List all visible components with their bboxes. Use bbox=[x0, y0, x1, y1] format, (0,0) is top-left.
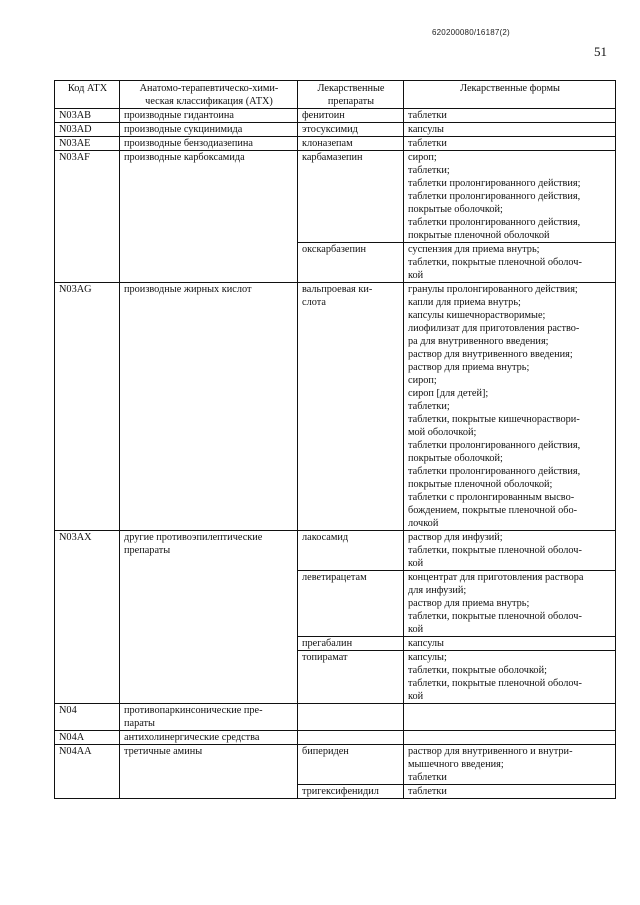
dosage-forms-cell bbox=[404, 531, 616, 571]
classification-text-line: другие противоэпилептические bbox=[124, 532, 263, 543]
dosage-form-line: сироп; bbox=[408, 375, 437, 386]
dosage-form-line: капсулы bbox=[408, 638, 444, 649]
dosage-form-line: концентрат для приготовления раствора bbox=[408, 572, 584, 583]
dosage-form-line: капсулы кишечнорастворимые; bbox=[408, 310, 546, 321]
dosage-form-line: раствор для приема внутрь; bbox=[408, 598, 530, 609]
drug-name-cell bbox=[298, 283, 404, 531]
dosage-form-line: кой bbox=[408, 691, 424, 702]
drug-name-line: топирамат bbox=[302, 652, 348, 663]
classification-text-line: производные гидантоина bbox=[124, 110, 234, 121]
drug-name-line: вальпроевая ки- bbox=[302, 284, 373, 295]
drug-name-cell bbox=[298, 651, 404, 704]
dosage-form-line: таблетки; bbox=[408, 165, 450, 176]
dosage-form-line: покрытые пленочной оболочкой bbox=[408, 230, 550, 241]
atc-drug-table bbox=[54, 80, 616, 799]
dosage-form-line: таблетки, покрытые пленочной оболоч- bbox=[408, 678, 582, 689]
drug-name-line: этосуксимид bbox=[302, 124, 358, 135]
drug-name-cell bbox=[298, 151, 404, 243]
dosage-form-line: покрытые оболочкой; bbox=[408, 204, 503, 215]
dosage-form-line: таблетки пролонгированного действия, bbox=[408, 440, 581, 451]
atc-classification-cell bbox=[120, 731, 298, 745]
atc-code-cell: N03AG bbox=[55, 283, 120, 531]
dosage-form-line: мышечного введения; bbox=[408, 759, 504, 770]
header-text-line: Лекарственные формы bbox=[460, 83, 560, 94]
dosage-form-line: кой bbox=[408, 270, 424, 281]
table-row bbox=[55, 109, 616, 123]
dosage-form-line: покрытые пленочной оболочкой; bbox=[408, 479, 553, 490]
dosage-form-line: таблетки пролонгированного действия, bbox=[408, 466, 581, 477]
table-row bbox=[55, 123, 616, 137]
dosage-forms-cell bbox=[404, 731, 616, 745]
dosage-forms-cell bbox=[404, 137, 616, 151]
classification-text-line: параты bbox=[124, 718, 155, 729]
dosage-forms-cell bbox=[404, 785, 616, 799]
drug-name-line: карбамазепин bbox=[302, 152, 363, 163]
atc-classification-cell bbox=[120, 745, 298, 799]
dosage-forms-cell bbox=[404, 651, 616, 704]
dosage-forms-cell bbox=[404, 123, 616, 137]
atc-classification-cell bbox=[120, 531, 298, 704]
drug-name-cell bbox=[298, 745, 404, 785]
atc-classification-cell bbox=[120, 283, 298, 531]
drug-name-cell bbox=[298, 243, 404, 283]
classification-text-line: третичные амины bbox=[124, 746, 203, 757]
dosage-form-line: раствор для инфузий; bbox=[408, 532, 503, 543]
atc-classification-cell bbox=[120, 704, 298, 731]
drug-name-cell bbox=[298, 531, 404, 571]
table-row bbox=[55, 704, 616, 731]
classification-text-line: препараты bbox=[124, 545, 171, 556]
atc-classification-cell bbox=[120, 109, 298, 123]
atc-code-cell: N04A bbox=[55, 731, 120, 745]
dosage-form-line: таблетки пролонгированного действия, bbox=[408, 191, 581, 202]
dosage-form-line: таблетки bbox=[408, 138, 447, 149]
classification-text-line: производные карбоксамида bbox=[124, 152, 245, 163]
table-row bbox=[55, 531, 616, 571]
header-text-line: Анатомо-терапевтическо-хими- bbox=[139, 83, 279, 94]
drug-name-line: тригексифенидил bbox=[302, 786, 379, 797]
drug-name-cell bbox=[298, 731, 404, 745]
drug-name-cell bbox=[298, 123, 404, 137]
page-number: 51 bbox=[594, 44, 607, 59]
dosage-form-line: таблетки с пролонгированным высво- bbox=[408, 492, 575, 503]
dosage-form-line: капли для приема внутрь; bbox=[408, 297, 521, 308]
atc-code-cell: N03AB bbox=[55, 109, 120, 123]
dosage-forms-cell bbox=[404, 704, 616, 731]
dosage-form-line: таблетки, покрытые оболочкой; bbox=[408, 665, 547, 676]
table-row bbox=[55, 283, 616, 531]
dosage-form-line: таблетки, покрытые кишечнораствори- bbox=[408, 414, 580, 425]
dosage-form-line: для инфузий; bbox=[408, 585, 467, 596]
dosage-form-line: лиофилизат для приготовления раство- bbox=[408, 323, 580, 334]
dosage-form-line: гранулы пролонгированного действия; bbox=[408, 284, 578, 295]
dosage-form-line: сироп [для детей]; bbox=[408, 388, 489, 399]
dosage-form-line: таблетки bbox=[408, 110, 447, 121]
drug-name-cell bbox=[298, 785, 404, 799]
dosage-form-line: ра для внутривенного введения; bbox=[408, 336, 549, 347]
classification-text-line: производные жирных кислот bbox=[124, 284, 252, 295]
drug-name-line: слота bbox=[302, 297, 326, 308]
atc-code-cell: N04AA bbox=[55, 745, 120, 799]
dosage-form-line: сироп; bbox=[408, 152, 437, 163]
table-row bbox=[55, 745, 616, 785]
dosage-form-line: таблетки bbox=[408, 786, 447, 797]
atc-classification-cell bbox=[120, 137, 298, 151]
drug-name-line: лакосамид bbox=[302, 532, 349, 543]
dosage-form-line: таблетки пролонгированного действия; bbox=[408, 178, 581, 189]
header-drugs bbox=[298, 81, 404, 109]
dosage-form-line: лочкой bbox=[408, 518, 439, 529]
dosage-forms-cell bbox=[404, 571, 616, 637]
dosage-form-line: таблетки, покрытые пленочной оболоч- bbox=[408, 545, 582, 556]
dosage-form-line: таблетки, покрытые пленочной оболоч- bbox=[408, 257, 582, 268]
dosage-form-line: таблетки; bbox=[408, 401, 450, 412]
drug-name-line: фенитоин bbox=[302, 110, 345, 121]
classification-text-line: производные сукцинимида bbox=[124, 124, 243, 135]
drug-name-line: прегабалин bbox=[302, 638, 353, 649]
atc-code-cell: N03AD bbox=[55, 123, 120, 137]
header-atc-code bbox=[55, 81, 120, 109]
dosage-forms-cell bbox=[404, 243, 616, 283]
dosage-form-line: капсулы; bbox=[408, 652, 447, 663]
drug-name-line: клоназепам bbox=[302, 138, 353, 149]
atc-classification-cell bbox=[120, 151, 298, 283]
dosage-forms-cell bbox=[404, 109, 616, 123]
document-id: 620200080/16187(2) bbox=[432, 28, 510, 37]
dosage-form-line: суспензия для приема внутрь; bbox=[408, 244, 540, 255]
header-atc-classification bbox=[120, 81, 298, 109]
atc-code-cell: N03AF bbox=[55, 151, 120, 283]
drug-name-cell bbox=[298, 109, 404, 123]
atc-code-cell: N03AE bbox=[55, 137, 120, 151]
classification-text-line: антихолинергические средства bbox=[124, 732, 260, 743]
header-text-line: Код АТХ bbox=[67, 83, 108, 94]
header-dosage-forms bbox=[404, 81, 616, 109]
table-row bbox=[55, 151, 616, 243]
table-row bbox=[55, 137, 616, 151]
atc-code-cell: N03AX bbox=[55, 531, 120, 704]
header-text-line: препараты bbox=[327, 96, 375, 107]
drug-name-cell bbox=[298, 137, 404, 151]
dosage-form-line: покрытые оболочкой; bbox=[408, 453, 503, 464]
drug-name-cell bbox=[298, 637, 404, 651]
drug-name-line: леветирацетам bbox=[302, 572, 367, 583]
header-text-line: Лекарственные bbox=[317, 83, 385, 94]
drug-name-cell bbox=[298, 704, 404, 731]
dosage-form-line: кой bbox=[408, 558, 424, 569]
dosage-form-line: бождением, покрытые пленочной обо- bbox=[408, 505, 578, 516]
table-header-row bbox=[55, 81, 616, 109]
dosage-form-line: мой оболочкой; bbox=[408, 427, 477, 438]
atc-classification-cell bbox=[120, 123, 298, 137]
header-text-line: ческая классификация (АТХ) bbox=[145, 96, 273, 107]
classification-text-line: производные бензодиазепина bbox=[124, 138, 253, 149]
dosage-forms-cell bbox=[404, 637, 616, 651]
drug-name-cell bbox=[298, 571, 404, 637]
dosage-form-line: раствор для внутривенного и внутри- bbox=[408, 746, 573, 757]
table-row bbox=[55, 731, 616, 745]
dosage-forms-cell bbox=[404, 745, 616, 785]
atc-code-cell: N04 bbox=[55, 704, 120, 731]
dosage-form-line: таблетки bbox=[408, 772, 447, 783]
dosage-forms-cell bbox=[404, 283, 616, 531]
dosage-form-line: таблетки пролонгированного действия, bbox=[408, 217, 581, 228]
dosage-forms-cell bbox=[404, 151, 616, 243]
dosage-form-line: раствор для приема внутрь; bbox=[408, 362, 530, 373]
classification-text-line: противопаркинсонические пре- bbox=[124, 705, 263, 716]
dosage-form-line: кой bbox=[408, 624, 424, 635]
dosage-form-line: таблетки, покрытые пленочной оболоч- bbox=[408, 611, 582, 622]
dosage-form-line: капсулы bbox=[408, 124, 444, 135]
drug-name-line: окскарбазепин bbox=[302, 244, 367, 255]
dosage-form-line: раствор для внутривенного введения; bbox=[408, 349, 573, 360]
drug-name-line: бипериден bbox=[302, 746, 349, 757]
